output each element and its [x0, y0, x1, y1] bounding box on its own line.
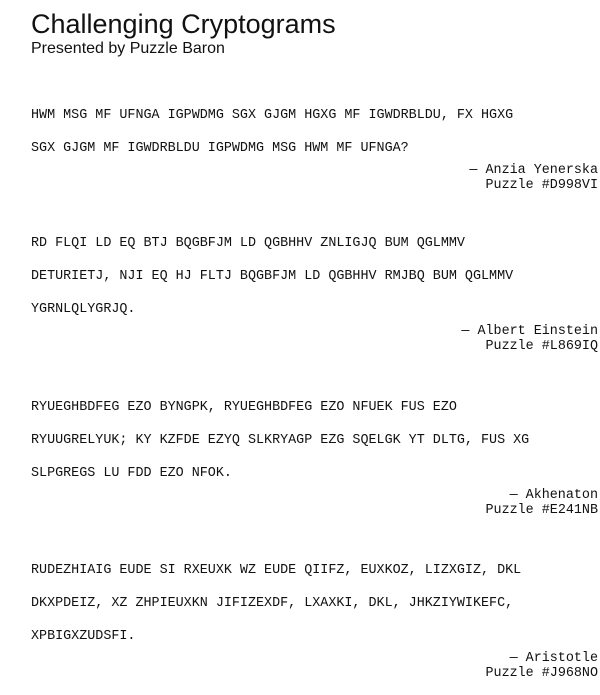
cipher-line: RUDEZHIAIG EUDE SI RXEUXK WZ EUDE QIIFZ, EUXKOZ, LIZXGIZ, DKL: [31, 563, 522, 578]
cryptogram-puzzle: [31, 107, 598, 193]
cipher-line: RYUUGRELYUK; KY KZFDE EZYQ SLKRYAGP EZG SQELGK YT DLTG, FUS XG: [31, 433, 530, 448]
page-title: Challenging Cryptograms: [31, 9, 336, 39]
puzzle-author: — Akhenaton: [509, 488, 598, 503]
puzzle-code: Puzzle #L869IQ: [485, 339, 598, 354]
cryptogram-puzzle: [31, 235, 598, 354]
page-subtitle: Presented by Puzzle Baron: [31, 40, 225, 57]
puzzle-author: — Albert Einstein: [461, 324, 598, 339]
puzzle-code: Puzzle #D998VI: [485, 178, 598, 193]
puzzle-author: — Anzia Yenerska: [469, 163, 598, 178]
cipher-line: SLPGREGS LU FDD EZO NFOK.: [31, 466, 232, 481]
cipher-line: RYUEGHBDFEG EZO BYNGPK, RYUEGHBDFEG EZO NFUEK FUS EZO: [31, 400, 457, 415]
puzzle-code: Puzzle #E241NB: [485, 503, 598, 518]
cipher-line: HWM MSG MF UFNGA IGPWDMG SGX GJGM HGXG MF IGWDRBLDU, FX HGXG: [31, 108, 514, 123]
puzzle-author: — Aristotle: [509, 651, 598, 666]
cipher-line: RD FLQI LD EQ BTJ BQGBFJM LD QGBHHV ZNLIGJQ BUM QGLMMV: [31, 236, 465, 251]
cipher-line: YGRNLQLYGRJQ.: [31, 302, 136, 317]
cipher-line: DKXPDEIZ, XZ ZHPIEUXKN JIFIZEXDF, LXAXKI, DKL, JHKZIYWIKEFC,: [31, 596, 514, 611]
cryptogram-puzzle: [31, 399, 598, 518]
cryptogram-puzzle: [31, 562, 598, 681]
cipher-line: SGX GJGM MF IGWDRBLDU IGPWDMG MSG HWM MF UFNGA?: [31, 141, 409, 156]
puzzle-code: Puzzle #J968NO: [485, 666, 598, 681]
cipher-line: XPBIGXZUDSFI.: [31, 629, 136, 644]
cipher-line: DETURIETJ, NJI EQ HJ FLTJ BQGBFJM LD QGBHHV RMJBQ BUM QGLMMV: [31, 269, 514, 284]
page-header: [31, 8, 336, 58]
